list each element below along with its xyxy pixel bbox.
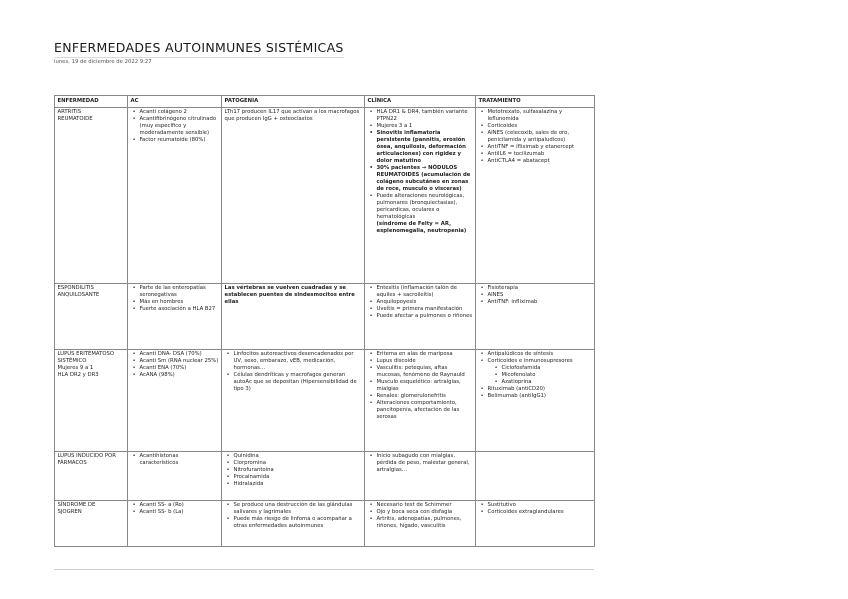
- list-item: • Acanti colágeno 2: [140, 109, 219, 116]
- list-item: • AcANA (98%): [140, 372, 219, 379]
- list-item: • Renales: glomerulonefritis: [377, 393, 473, 400]
- cell-enfermedad: LUPUS INDUCIDO POR FÁRMACOS: [55, 451, 128, 500]
- list-item: • Belimumab (antiIgG1): [488, 393, 592, 400]
- cell-tratamiento: [476, 349, 595, 451]
- cell-enfermedad: LUPUS ERITEMATOSO SISTÉMICO Mujeres 9 a 1 HLA DR2 y DR3: [55, 349, 128, 451]
- list-item: • Clorpromina: [234, 460, 362, 467]
- header-enfermedad: ENFERMEDAD: [55, 96, 128, 108]
- list-item: • Entesitis (inflamación talón de aquiles + sacroileítis): [377, 285, 473, 299]
- table-row: [55, 349, 595, 451]
- list-item: • Acantifibrinógeno citrulinado (muy específico y moderadamente sensible): [140, 116, 219, 137]
- list-item: • Acantihistonas característicos: [140, 453, 219, 467]
- table-row: [55, 107, 595, 283]
- cell-ac: [128, 451, 222, 500]
- list-item: • Vasculitis: petequias, aftas mucosas, fenómeno de Raynauld: [377, 365, 473, 379]
- list-item: • Corticoides e inmunosupresores • Ciclofosfamida • Micofenolato • Azatioprina: [488, 358, 592, 386]
- header-clinica: CLÍNICA: [365, 96, 476, 108]
- list-item: • Quinidina: [234, 453, 362, 460]
- list-item: • Acanti SS- b (La): [140, 509, 219, 516]
- page-title: ENFERMEDADES AUTOINMUNES SISTÉMICAS: [54, 40, 344, 58]
- table-header-row: [55, 96, 595, 108]
- list-item: • Linfocitos autoreactivos desencadenados por UV, sexo, embarazo, vEB, medicación, hormonas…: [234, 351, 362, 372]
- cell-clinica: [365, 349, 476, 451]
- list-item: • Musculo esquelético: artralgias, mialgias: [377, 379, 473, 393]
- header-ac: AC: [128, 96, 222, 108]
- header-patogenia: PATOGENIA: [222, 96, 365, 108]
- list-item: • Acanti ENA (70%): [140, 365, 219, 372]
- list-item: • AntiCTLA4 = abatacept: [488, 158, 592, 165]
- cell-tratamiento: [476, 107, 595, 283]
- diseases-table: [54, 95, 595, 547]
- list-item: • Células dendríticas y macrofagos generan autoAc que se depositan (Hipersensibilidad de tipo 3): [234, 372, 362, 393]
- list-item: • Anquilopoyesis: [377, 299, 473, 306]
- list-item: • Ojo y boca seca con disfagia: [377, 509, 473, 516]
- list-item: • Metotrexato, sulfasalazina y leflunomida: [488, 109, 592, 123]
- list-item: • Acanti DNA- DSA (70%): [140, 351, 219, 358]
- cell-ac: [128, 107, 222, 283]
- list-item: • Sustitutivo: [488, 502, 592, 509]
- list-item: • Rituximab (antiCD20): [488, 386, 592, 393]
- list-item: • Más en hombres: [140, 299, 219, 306]
- list-item: • Se produce una destrucción de las glándulas salivares y lagrimales: [234, 502, 362, 516]
- list-item: • Corticoides: [488, 123, 592, 130]
- cell-enfermedad: SÍNDROME DE SJOGREN: [55, 500, 128, 546]
- list-item: • HLA DR1 & DR4, también variante PTPN22: [377, 109, 473, 123]
- cell-clinica: [365, 107, 476, 283]
- list-item: • Factor reumatoide (80%): [140, 137, 219, 144]
- cell-ac: [128, 349, 222, 451]
- list-item: • Antipalúdicos de síntesis: [488, 351, 592, 358]
- list-item: • Hidralazida: [234, 481, 362, 488]
- cell-clinica: [365, 451, 476, 500]
- cell-patogenia: [222, 500, 365, 546]
- cell-enfermedad: ARTRITIS REUMATOIDE: [55, 107, 128, 283]
- page-date: lunes, 19 de diciembre de 2022 9:27: [54, 59, 152, 65]
- list-item: • Parte de las enteropatías seronegativas: [140, 285, 219, 299]
- cell-patogenia: LTh17 producen IL17 que activan a los macrofagos que producen IgG + osteoclastos: [222, 107, 365, 283]
- list-item: • Lupus discoide: [377, 358, 473, 365]
- cell-patogenia: [222, 451, 365, 500]
- list-item: • AINES (celecoxib, sales de oro, penicilamida y antipaludicos): [488, 130, 592, 144]
- cell-patogenia: Las vértebras se vuelven cuadradas y se establecen puentes de sindesmocitos entre ellas: [222, 283, 365, 349]
- list-item: • Azatioprina: [502, 379, 592, 386]
- list-item: • Alteraciones comportamiento, pancitopenia, afectación de las serosas: [377, 400, 473, 421]
- list-item: • Ciclofosfamida: [502, 365, 592, 372]
- cell-tratamiento: [476, 500, 595, 546]
- cell-patogenia: [222, 349, 365, 451]
- list-item: • Acanti Sm (RNA nuclear 25%): [140, 358, 219, 365]
- list-item: • Puede afectar a pulmones o riñones: [377, 313, 473, 320]
- list-item: • Corticoides extraglandulares: [488, 509, 592, 516]
- cell-clinica: [365, 283, 476, 349]
- list-item: • Procainamida: [234, 474, 362, 481]
- list-item: • Fisioterapia: [488, 285, 592, 292]
- list-item: • Artritis, adenopatías, pulmones, riñones, hígado, vasculitis: [377, 516, 473, 530]
- list-item: • 30% pacientes → NÓDULOS REUMATOIDES (acumulación de colágeno subcutáneo en zonas de roce, musculo o visceras): [377, 165, 473, 193]
- bottom-divider: [54, 569, 594, 570]
- list-item: • Eritema en alas de mariposa: [377, 351, 473, 358]
- list-item: • Nitrofurantoína: [234, 467, 362, 474]
- list-item: • Necesario test de Schimmer: [377, 502, 473, 509]
- header-tratamiento: TRATAMIENTO: [476, 96, 595, 108]
- cell-ac: [128, 500, 222, 546]
- list-item: • Uveítis = primera manifestación: [377, 306, 473, 313]
- list-item: • Sinovitis inflamatoria persistente (pannitis, erosión ósea, anquilosis, deformación articulaciones) con rigidez y dolor matutino: [377, 130, 473, 165]
- list-item: • AntiIL6 = tocilizumab: [488, 151, 592, 158]
- list-item: • Puede alteraciones neurológicas, pulmonares (bronquiectasias), pericardicas, oculares o hematológicas (síndrome de Felty = AR, esplenomegalia, neutropenia): [377, 193, 473, 235]
- list-item: • AINES: [488, 292, 592, 299]
- table-row: [55, 500, 595, 546]
- cell-tratamiento: [476, 283, 595, 349]
- table-row: [55, 283, 595, 349]
- list-item: • Mujeres 3 a 1: [377, 123, 473, 130]
- list-item: • Fuerte asociación a HLA B27: [140, 306, 219, 313]
- list-item: • Micofenolato: [502, 372, 592, 379]
- cell-tratamiento: [476, 451, 595, 500]
- cell-enfermedad: ESPONDILITIS ANQUILOSANTE: [55, 283, 128, 349]
- list-item: • Acanti SS- a (Ro): [140, 502, 219, 509]
- table-row: [55, 451, 595, 500]
- list-item: • AntiTNF = ifliximab y etanercept: [488, 144, 592, 151]
- list-item: • Inicio subagudo con mialgias, pérdida de peso, malestar general, artralgias…: [377, 453, 473, 474]
- list-item: • Puede más riesgo de linfoma o acompañar a otras enfermedades autoinmunes: [234, 516, 362, 530]
- cell-clinica: [365, 500, 476, 546]
- cell-ac: [128, 283, 222, 349]
- list-item: • AntiTNF: infliximab: [488, 299, 592, 306]
